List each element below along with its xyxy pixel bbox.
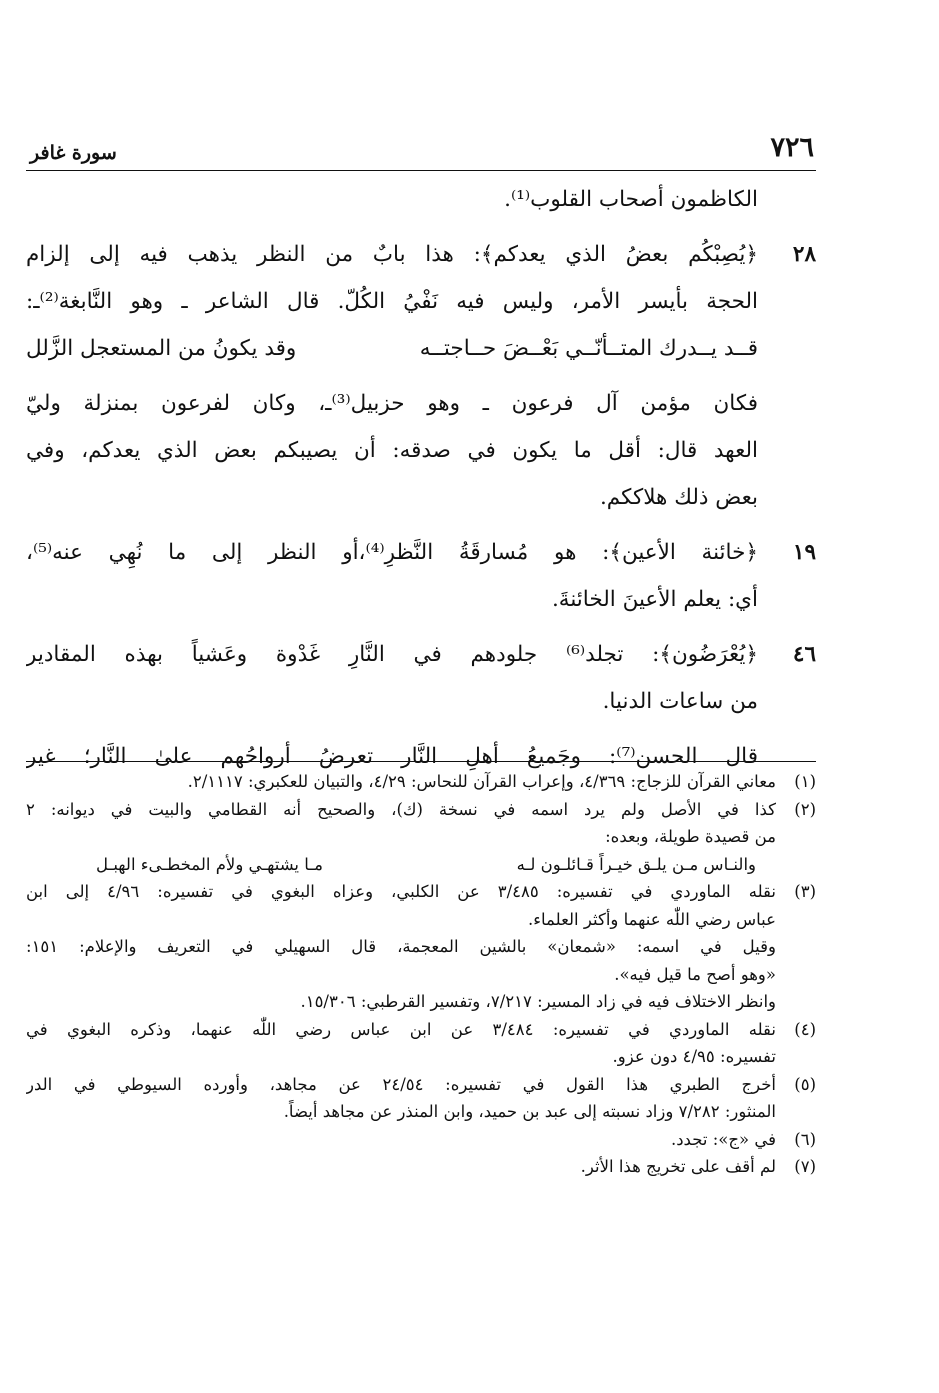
footnote-line: معاني القرآن للزجاج: ٤/٣٦٩، وإعراب القرآن للنحاس: ٤/٢٩، والتبيان للعكبري: ٢/١١١٧. [187,772,776,791]
footnote-6 [26,1126,816,1154]
poem-second-hemistich: مـا يشتهـي ولأم المخطـىء الهبـل [96,854,323,874]
footnote-number: (١) [794,772,816,791]
header-divider [26,170,816,171]
footnote-number: (٢) [794,799,816,819]
text-line: فكان مؤمن آل فرعون ـ وهو حزبيل⁽³⁾ـ، وكان لفرعون بمنزلة وليّ [26,391,758,416]
verse-28-commentary [26,231,816,521]
text-line [26,231,816,278]
footnote-number: (٤) [794,1019,816,1039]
text-line: الكاظمون أصحاب القلوب⁽¹⁾. [504,187,758,212]
text-line: العهد قال: أقل ما يكون في صدقه: أن يصيبكم بعض الذي يعدكم، وفي [26,438,758,463]
footnote-line: عباس رضي اللّٰه عنهما وأكثر العلماء. [528,909,776,929]
footnote-line: نقله الماوردي في تفسيره: ٣/٤٨٥ عن الكلبي، وعزاه البغوي في تفسيره: ٤/٩٦ إلى ابن [26,882,776,901]
verse-46-commentary [26,631,816,780]
verse-text: ﴿يُصِبْكُم بعضُ الذي يعدكم﴾: هذا بابٌ من النظر يذهب فيه إلى إلزام [26,242,758,267]
text-line: من ساعات الدنيا. [602,689,758,714]
poem-second-hemistich: وقد يكونُ من المستعجل الزَّلل [26,336,297,361]
verse-number: ١٩ [792,540,816,565]
verse-number: ٤٦ [792,642,816,667]
footnote-line: تفسيره: ٤/٩٥ دون عزو. [612,1047,776,1066]
footnote-4 [26,1016,816,1071]
footnote-2 [26,796,816,851]
poem-first-hemistich: قــد يــدرك المتــأنّــي بَعْــضَ حــاجتــه [419,336,758,361]
footnote-poem-verse [26,851,816,879]
footnote-line: كذا في الأصل ولم يرد اسمه في نسخة (ك)، والصحيح أنه القطامي والبيت في ديوانه: ٢ [26,799,776,819]
footnote-line: «وهو أصح ما قيل فيه». [614,964,776,984]
footnote-line: لم أقف على تخريج هذا الأثر. [580,1157,776,1176]
text-line: أي: يعلم الأعينَ الخائنةَ. [551,587,758,612]
verse-text: ﴿يُعْرَضُون﴾: تجلد⁽⁶⁾ جلودهم في النَّارِ غَدْوة وعَشياً بهذه المقادير [26,642,758,667]
footnotes [26,768,816,1181]
footnote-line: وقيل في اسمه: «شمعان» بالشين المعجمة، قال السهيلي في التعريف والإعلام: ١٥١: [26,937,776,956]
footnote-line: أخرج الطبري هذا القول في تفسيره: ٢٤/٥٤ عن مجاهد، وأورده السيوطي في الدر [26,1074,776,1094]
footnote-number: (٧) [794,1157,816,1176]
main-text [26,176,816,780]
text-line: قال الحسن⁽⁷⁾: وجَميعُ أهلِ النَّار تعرضُ أرواحُهم علىٰ النَّار؛ غير [26,744,758,769]
verse-text: ﴿خائنة الأعين﴾: هو مُسارقَةُ النَّظرِ⁽⁴⁾،أو النظر إلى ما نُهِي عنه⁽⁵⁾، [26,540,758,565]
page-number: ٧٢٦ [770,132,814,163]
footnote-line: في «ج»: تجدد. [670,1129,776,1149]
page-header [30,128,814,168]
text-line: بعض ذلك هلاككم. [599,485,758,510]
footnote-3 [26,878,816,1016]
poem-verse [26,325,816,372]
footnote-7 [26,1153,816,1181]
footnote-5 [26,1071,816,1126]
verse-19-commentary [26,529,816,623]
footnote-1 [26,768,816,796]
footnote-number: (٦) [794,1129,816,1149]
footnote-line: المنثور: ٧/٢٨٢ وزاد نسبته إلى عبد بن حميد، وابن المنذر عن مجاهد أيضاً. [283,1102,776,1121]
footnote-line: من قصيدة طويلة، وبعده: [605,827,776,846]
text-line [26,631,816,678]
verse-number: ٢٨ [792,242,816,267]
poem-first-hemistich: والنـاس مـن يلـق خيـراً قـائلـون لـه [516,854,756,874]
footnote-number: (٣) [794,882,816,901]
text-line: الحجة بأيسر الأمر، وليس فيه نَفْيُ الكُلّ. قال الشاعر ـ وهو النَّابغة⁽²⁾ـ: [26,289,758,314]
footnote-divider [26,761,816,762]
footnote-line: نقله الماوردي في تفسيره: ٣/٤٨٤ عن ابن عباس رضي اللّٰه عنهما، وذكره البغوي في [26,1019,776,1039]
text-line [26,529,816,576]
footnote-number: (٥) [794,1074,816,1094]
footnote-line: وانظر الاختلاف فيه في زاد المسير: ٧/٢١٧، وتفسير القرطبي: ١٥/٣٠٦. [300,992,776,1011]
surah-name: سورة غافر [30,142,117,164]
